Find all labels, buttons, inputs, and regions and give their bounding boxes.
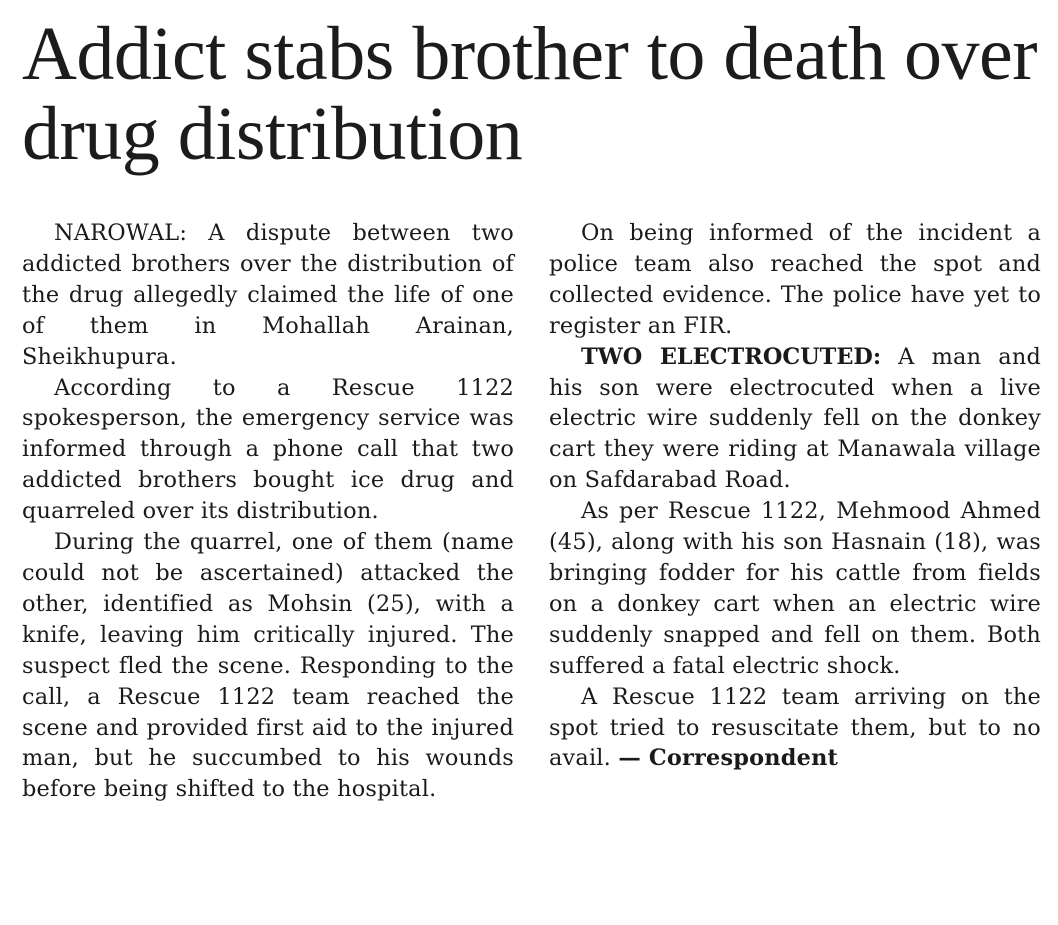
paragraph-text: A man and his son were electrocuted when a live electric wire suddenly fell on the donkey cart they were riding at Manawala village on Safdarabad Road.: [549, 343, 1041, 494]
headline: Addict stabs brother to death over drug distribution: [22, 12, 1038, 176]
paragraph-text: A Rescue 1122 team arriving on the spot tried to resuscitate them, but to no avail.: [549, 683, 1041, 772]
paragraph-with-subhead: [549, 342, 1041, 497]
paragraph: NAROWAL: A dispute between two addicted brothers over the distribution of the drug allegedly claimed the life of one of them in Mohallah Arainan, Sheikhupura.: [22, 220, 514, 370]
article-column-left: [22, 218, 514, 805]
byline-credit: — Correspondent: [618, 745, 839, 772]
paragraph-with-credit: [549, 682, 1041, 775]
paragraph: During the quarrel, one of them (name could not be ascertained) attacked the other, identified as Mohsin (25), with a knife, leaving him critically injured. The suspect fled the scene. Responding to the call, a Rescue 1122 team reached the scene and provided first aid to the injured man, but he succumbed to his wounds before being shifted to the hospital.: [22, 529, 514, 803]
article-column-right: [549, 218, 1041, 774]
paragraph: On being informed of the incident a police team also reached the spot and collected evidence. The police have yet to register an FIR.: [549, 220, 1041, 339]
paragraph: As per Rescue 1122, Mehmood Ahmed (45), along with his son Hasnain (18), was bringing fodder for his cattle from fields on a donkey cart when an electric wire suddenly snapped and fell on them. Both suffered a fatal electric shock.: [549, 498, 1041, 679]
paragraph: According to a Rescue 1122 spokesperson, the emergency service was informed through a phone call that two addicted brothers bought ice drug and quarreled over its distribution.: [22, 374, 514, 525]
subhead: TWO ELECTROCUTED:: [581, 343, 882, 370]
